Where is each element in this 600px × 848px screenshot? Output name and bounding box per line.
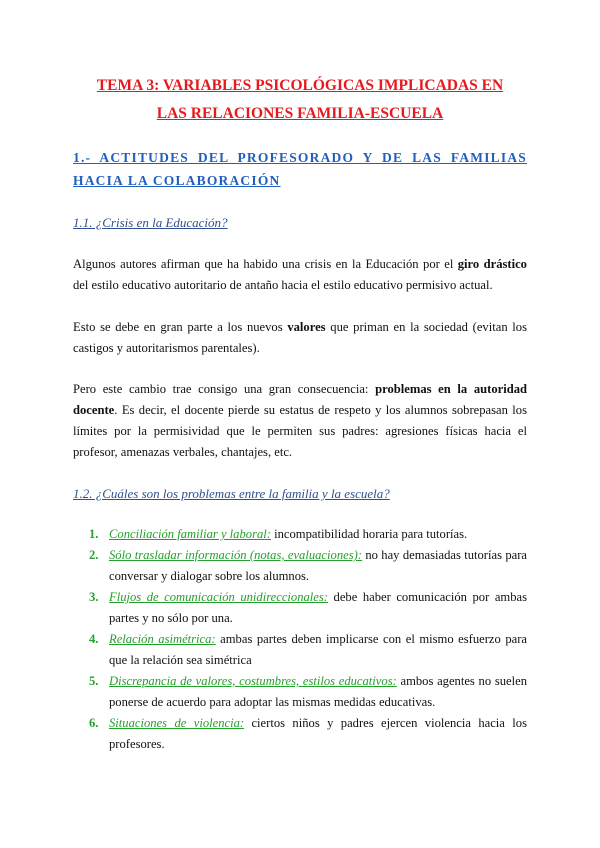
section-heading: 1.- ACTITUDES DEL PROFESORADO Y DE LAS FAMILIAS HACIA LA COLABORACIÓN	[73, 150, 527, 188]
title-line-2: LAS RELACIONES FAMILIA-ESCUELA	[156, 105, 444, 122]
list-item	[73, 629, 527, 671]
item-number: 1.	[89, 527, 99, 541]
item-term: Situaciones de violencia:	[109, 716, 245, 730]
bold-text: giro drástico	[457, 257, 527, 271]
item-number: 5.	[89, 674, 99, 688]
list-item	[73, 671, 527, 713]
text: del estilo educativo autoritario de antaño hacia el estilo educativo permisivo actual.	[73, 278, 493, 292]
paragraph-1	[73, 254, 527, 296]
item-text: incompatibilidad horaria para tutorías.	[270, 527, 468, 541]
text: Pero este cambio trae consigo una gran consecuencia:	[73, 382, 376, 396]
item-text: ambas partes deben implicarse con el mismo esfuerzo para que la relación sea simétrica	[109, 632, 527, 667]
text: que priman en la sociedad (evitan los castigos y autoritarismos parentales).	[73, 320, 528, 355]
document-title	[0, 72, 600, 128]
item-number: 4.	[89, 632, 99, 646]
title-line-1: TEMA 3: VARIABLES PSICOLÓGICAS IMPLICADAS EN	[96, 77, 504, 94]
item-text: debe haber comunicación por ambas partes y no sólo por una.	[109, 590, 527, 625]
item-number: 6.	[89, 716, 99, 730]
item-term: Relación asimétrica:	[109, 632, 216, 646]
item-term: Discrepancia de valores, costumbres, estilos educativos:	[109, 674, 397, 688]
subsection-heading-1-1: 1.1. ¿Crisis en la Educación?	[73, 215, 228, 230]
problems-list	[73, 524, 527, 755]
item-number: 2.	[89, 548, 99, 562]
text: . Es decir, el docente pierde su estatus de respeto y los alumnos sobrepasan los límites por la permisividad que le permiten sus padres: agresiones físicas hacia el profesor, amenazas verbales, chantajes, etc.	[73, 403, 527, 459]
list-item	[73, 524, 527, 545]
list-item	[73, 545, 527, 587]
text: Esto se debe en gran parte a los nuevos	[73, 320, 288, 334]
paragraph-2	[73, 317, 527, 359]
subsection-heading-1-2: 1.2. ¿Cuáles son los problemas entre la familia y la escuela?	[73, 486, 390, 501]
list-item	[73, 713, 527, 755]
bold-text: problemas en la autoridad docente	[73, 382, 528, 417]
item-term: Sólo trasladar información (notas, evaluaciones):	[109, 548, 362, 562]
item-text: no hay demasiadas tutorías para conversar y dialogar sobre los alumnos.	[109, 548, 528, 583]
bold-text: valores	[287, 320, 326, 334]
item-number: 3.	[89, 590, 99, 604]
item-text: ambos agentes no suelen ponerse de acuerdo para adoptar las mismas medidas educativas.	[109, 674, 527, 709]
item-term: Flujos de comunicación unidireccionales:	[109, 590, 328, 604]
paragraph-3	[73, 379, 527, 463]
item-term: Conciliación familiar y laboral:	[109, 527, 271, 541]
text: Algunos autores afirman que ha habido una crisis en la Educación por el	[73, 257, 458, 271]
item-text: ciertos niños y padres ejercen violencia hacia los profesores.	[109, 716, 527, 751]
list-item	[73, 587, 527, 629]
